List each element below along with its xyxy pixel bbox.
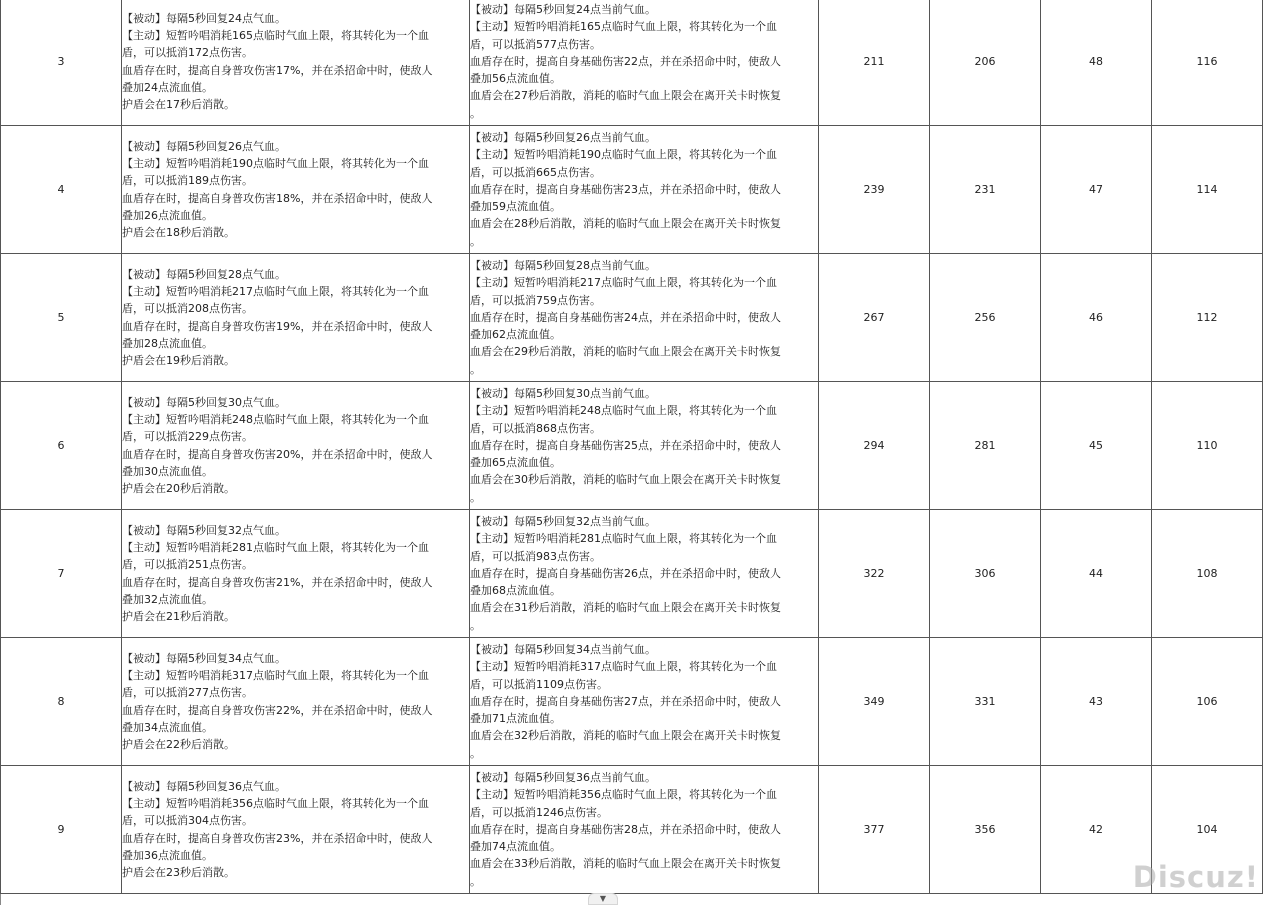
description-line: 盾，可以抵消189点伤害。 [122,174,253,188]
description-line: 血盾会在29秒后消散，消耗的临时气血上限会在离开关卡时恢复 [470,345,781,359]
forum-watermark: Discuz! [1132,860,1259,894]
description-line: 叠加26点流血值。 [122,208,213,222]
description-line: 血盾会在33秒后消散，消耗的临时气血上限会在离开关卡时恢复 [470,857,781,871]
stat-value-cell: 211 [819,0,930,126]
description-line: 血盾存在时，提高自身普攻伤害21%，并在杀招命中时，使敌人 [122,575,433,589]
stat-value-cell: 112 [1152,254,1263,382]
skill-description-new [470,382,819,510]
description-line: 盾，可以抵消1109点伤害。 [470,677,608,691]
stat-value-cell: 356 [930,766,1041,894]
description-line: 【主动】短暂吟唱消耗356点临时气血上限，将其转化为一个血 [470,788,777,802]
description-line: 叠加62点流血值。 [470,328,561,342]
table-row [1,0,1263,126]
stat-value-cell: 239 [819,126,930,254]
table-row [1,126,1263,254]
stat-value-cell: 108 [1152,510,1263,638]
description-line: 血盾存在时，提高自身基础伤害22点，并在杀招命中时，使敌人 [470,54,781,68]
description-line: 叠加56点流血值。 [470,72,561,86]
stat-value-cell: 46 [1041,254,1152,382]
description-line: 血盾存在时，提高自身基础伤害25点，并在杀招命中时，使敌人 [470,438,781,452]
description-line: 【主动】短暂吟唱消耗165点临时气血上限，将其转化为一个血 [470,20,777,34]
level-cell: 8 [1,638,122,766]
description-line: 【被动】每隔5秒回复24点当前气血。 [470,3,656,17]
level-cell: 3 [1,0,122,126]
stat-value-cell: 206 [930,0,1041,126]
skill-description-new [470,638,819,766]
description-line: 。 [470,106,481,120]
description-line: 【被动】每隔5秒回复26点气血。 [122,139,286,153]
stat-value-cell: 110 [1152,382,1263,510]
description-line: 【主动】短暂吟唱消耗356点临时气血上限，将其转化为一个血 [122,797,429,811]
description-line: 【被动】每隔5秒回复30点当前气血。 [470,387,656,401]
stat-value-cell: 104 [1152,766,1263,894]
description-line: 【被动】每隔5秒回复28点气血。 [122,267,286,281]
description-line: 【主动】短暂吟唱消耗165点临时气血上限，将其转化为一个血 [122,29,429,43]
stat-value-cell: 47 [1041,126,1152,254]
description-line: 【主动】短暂吟唱消耗190点临时气血上限，将其转化为一个血 [122,157,429,171]
skill-description-old [122,638,470,766]
description-line: 【主动】短暂吟唱消耗190点临时气血上限，将其转化为一个血 [470,148,777,162]
description-line: 叠加34点流血值。 [122,720,213,734]
scroll-down-handle[interactable] [588,893,618,905]
description-line: 【被动】每隔5秒回复36点当前气血。 [470,771,656,785]
level-cell: 5 [1,254,122,382]
stat-value-cell: 322 [819,510,930,638]
description-line: 血盾存在时，提高自身普攻伤害23%，并在杀招命中时，使敌人 [122,831,433,845]
skill-description-old [122,254,470,382]
skill-description-new [470,254,819,382]
description-line: 血盾会在27秒后消散，消耗的临时气血上限会在离开关卡时恢复 [470,89,781,103]
skill-description-new [470,510,819,638]
level-cell: 6 [1,382,122,510]
description-line: 叠加24点流血值。 [122,80,213,94]
description-line: 【被动】每隔5秒回复36点气血。 [122,779,286,793]
description-line: 【被动】每隔5秒回复24点气血。 [122,11,286,25]
description-line: 【主动】短暂吟唱消耗317点临时气血上限，将其转化为一个血 [122,669,429,683]
description-line: 【被动】每隔5秒回复26点当前气血。 [470,131,656,145]
description-line: 盾，可以抵消983点伤害。 [470,549,601,563]
description-line: 【主动】短暂吟唱消耗281点临时气血上限，将其转化为一个血 [470,532,777,546]
skill-description-old [122,0,470,126]
description-line: 护盾会在22秒后消散。 [122,737,235,751]
description-line: 。 [470,362,481,376]
table-row [1,510,1263,638]
description-line: 护盾会在18秒后消散。 [122,225,235,239]
level-cell: 4 [1,126,122,254]
description-line: 【主动】短暂吟唱消耗281点临时气血上限，将其转化为一个血 [122,541,429,555]
level-cell: 7 [1,510,122,638]
description-line: 盾，可以抵消1246点伤害。 [470,805,608,819]
description-line: 盾，可以抵消208点伤害。 [122,302,253,316]
stat-value-cell: 377 [819,766,930,894]
stat-value-cell: 306 [930,510,1041,638]
stat-value-cell: 48 [1041,0,1152,126]
description-line: 血盾会在28秒后消散，消耗的临时气血上限会在离开关卡时恢复 [470,217,781,231]
level-cell: 9 [1,766,122,894]
description-line: 护盾会在19秒后消散。 [122,353,235,367]
table-row [1,638,1263,766]
description-line: 血盾存在时，提高自身基础伤害28点，并在杀招命中时，使敌人 [470,822,781,836]
description-line: 护盾会在23秒后消散。 [122,865,235,879]
table-row [1,254,1263,382]
skill-description-new [470,0,819,126]
stat-value-cell: 349 [819,638,930,766]
table-row [1,382,1263,510]
description-line: 血盾存在时，提高自身普攻伤害19%，并在杀招命中时，使敌人 [122,319,433,333]
description-line: 血盾存在时，提高自身普攻伤害22%，并在杀招命中时，使敌人 [122,703,433,717]
description-line: 血盾存在时，提高自身基础伤害24点，并在杀招命中时，使敌人 [470,310,781,324]
stat-value-cell: 106 [1152,638,1263,766]
stat-value-cell: 43 [1041,638,1152,766]
description-line: 【被动】每隔5秒回复30点气血。 [122,395,286,409]
description-line: 护盾会在17秒后消散。 [122,97,235,111]
description-line: 护盾会在21秒后消散。 [122,609,235,623]
description-line: 血盾会在31秒后消散，消耗的临时气血上限会在离开关卡时恢复 [470,601,781,615]
stat-value-cell: 331 [930,638,1041,766]
skill-description-old [122,382,470,510]
stat-value-cell: 267 [819,254,930,382]
skill-description-old [122,510,470,638]
description-line: 血盾存在时，提高自身基础伤害23点，并在杀招命中时，使敌人 [470,182,781,196]
table-body [1,0,1263,894]
description-line: 【主动】短暂吟唱消耗248点临时气血上限，将其转化为一个血 [470,404,777,418]
description-line: 【被动】每隔5秒回复34点当前气血。 [470,643,656,657]
description-line: 血盾存在时，提高自身普攻伤害20%，并在杀招命中时，使敌人 [122,447,433,461]
stat-value-cell: 114 [1152,126,1263,254]
skill-description-old [122,126,470,254]
description-line: 叠加32点流血值。 [122,592,213,606]
description-line: 盾，可以抵消251点伤害。 [122,558,253,572]
stat-value-cell: 116 [1152,0,1263,126]
description-line: 叠加36点流血值。 [122,848,213,862]
description-line: 盾，可以抵消868点伤害。 [470,421,601,435]
description-line: 血盾会在30秒后消散，消耗的临时气血上限会在离开关卡时恢复 [470,473,781,487]
description-line: 盾，可以抵消759点伤害。 [470,293,601,307]
stat-value-cell: 294 [819,382,930,510]
description-line: 叠加30点流血值。 [122,464,213,478]
description-line: 叠加65点流血值。 [470,456,561,470]
description-line: 叠加68点流血值。 [470,584,561,598]
description-line: 【被动】每隔5秒回复32点气血。 [122,523,286,537]
description-line: 。 [470,234,481,248]
description-line: 盾，可以抵消665点伤害。 [470,165,601,179]
description-line: 【被动】每隔5秒回复34点气血。 [122,651,286,665]
stat-value-cell: 45 [1041,382,1152,510]
description-line: 【主动】短暂吟唱消耗217点临时气血上限，将其转化为一个血 [122,285,429,299]
description-line: 盾，可以抵消172点伤害。 [122,46,253,60]
stat-value-cell: 256 [930,254,1041,382]
description-line: 【主动】短暂吟唱消耗317点临时气血上限，将其转化为一个血 [470,660,777,674]
description-line: 。 [470,490,481,504]
description-line: 。 [470,746,481,760]
description-line: 盾，可以抵消577点伤害。 [470,37,601,51]
stat-value-cell: 42 [1041,766,1152,894]
description-line: 血盾存在时，提高自身普攻伤害17%，并在杀招命中时，使敌人 [122,63,433,77]
skill-description-new [470,126,819,254]
description-line: 【主动】短暂吟唱消耗248点临时气血上限，将其转化为一个血 [122,413,429,427]
description-line: 叠加28点流血值。 [122,336,213,350]
table-row [1,766,1263,894]
description-line: 血盾存在时，提高自身普攻伤害18%，并在杀招命中时，使敌人 [122,191,433,205]
description-line: 。 [470,618,481,632]
description-line: 血盾存在时，提高自身基础伤害27点，并在杀招命中时，使敌人 [470,694,781,708]
description-line: 盾，可以抵消229点伤害。 [122,430,253,444]
stat-value-cell: 281 [930,382,1041,510]
skill-description-new [470,766,819,894]
description-line: 【主动】短暂吟唱消耗217点临时气血上限，将其转化为一个血 [470,276,777,290]
description-line: 。 [470,874,481,888]
stat-value-cell: 231 [930,126,1041,254]
description-line: 叠加59点流血值。 [470,200,561,214]
description-line: 叠加74点流血值。 [470,840,561,854]
description-line: 血盾存在时，提高自身基础伤害26点，并在杀招命中时，使敌人 [470,566,781,580]
stat-value-cell: 44 [1041,510,1152,638]
description-line: 盾，可以抵消277点伤害。 [122,686,253,700]
description-line: 盾，可以抵消304点伤害。 [122,814,253,828]
description-line: 【被动】每隔5秒回复32点当前气血。 [470,515,656,529]
description-line: 【被动】每隔5秒回复28点当前气血。 [470,259,656,273]
chevron-down-icon: ▼ [599,894,607,903]
description-line: 血盾会在32秒后消散，消耗的临时气血上限会在离开关卡时恢复 [470,729,781,743]
description-line: 护盾会在20秒后消散。 [122,481,235,495]
skill-description-old [122,766,470,894]
description-line: 叠加71点流血值。 [470,712,561,726]
